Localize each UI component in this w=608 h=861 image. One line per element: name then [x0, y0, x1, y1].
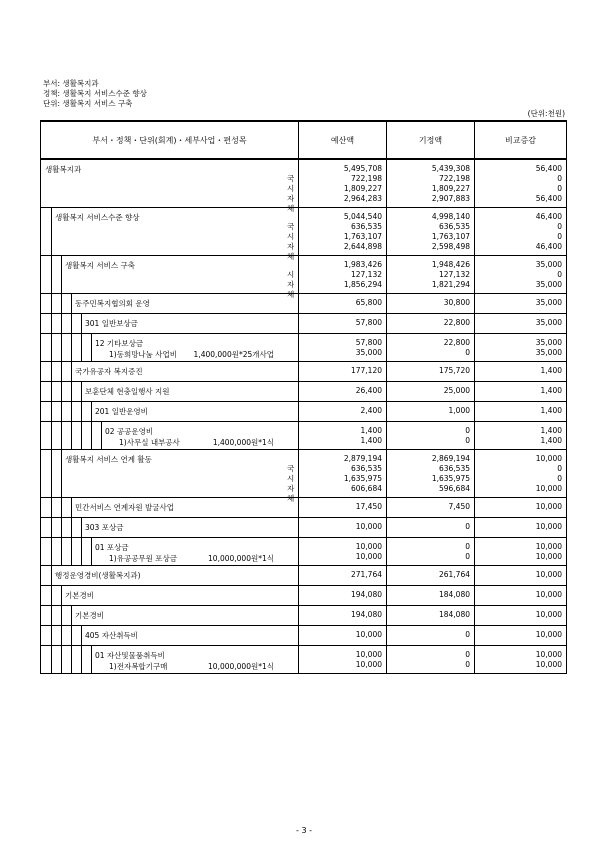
budget-value: 2,400	[360, 406, 382, 415]
diff-value: 35,000	[535, 298, 562, 307]
budget-value: 2,879,194	[343, 454, 382, 463]
funding-source-label: 자체	[287, 280, 295, 299]
diff-value: 1,400	[540, 386, 562, 395]
budget-cell	[299, 646, 387, 674]
row-name: 301 일반보상금	[85, 319, 138, 328]
row-name: 303 포상금	[85, 523, 124, 532]
existing-value: 0	[465, 660, 470, 669]
row-name: 기본경비	[75, 611, 104, 620]
diff-cell	[475, 382, 567, 402]
subject-cell	[41, 208, 299, 261]
budget-cell	[299, 208, 387, 256]
budget-cell	[299, 566, 387, 586]
existing-value: 184,080	[438, 610, 470, 619]
table-row	[41, 586, 567, 606]
budget-cell	[299, 402, 387, 422]
budget-value: 636,535	[350, 464, 382, 473]
budget-cell	[299, 334, 387, 362]
existing-value: 0	[465, 426, 470, 435]
diff-cell	[475, 208, 567, 256]
diff-value: 10,000	[535, 630, 562, 639]
row-name: 생활복지 서비스수준 향상	[55, 213, 140, 222]
subject-cell	[41, 498, 299, 518]
budget-cell	[299, 498, 387, 518]
subject-cell	[41, 538, 299, 566]
diff-value: 56,400	[535, 164, 562, 173]
budget-cell	[299, 606, 387, 626]
existing-value: 2,869,194	[431, 454, 470, 463]
table-row	[41, 334, 567, 362]
existing-column-header: 기정액	[387, 121, 475, 159]
diff-column-header: 비교증감	[475, 121, 567, 159]
budget-table	[40, 120, 567, 674]
budget-cell	[299, 314, 387, 334]
diff-value: 10,000	[535, 610, 562, 619]
table-row	[41, 538, 567, 566]
row-name: 02 공공운영비	[105, 427, 154, 436]
row-name: 405 자산취득비	[85, 631, 138, 640]
detail-item-calc: 1,400,000원*1식	[212, 438, 274, 447]
diff-value: 1,400	[540, 436, 562, 445]
diff-value: 10,000	[535, 502, 562, 511]
budget-value: 606,684	[350, 484, 382, 493]
budget-value: 26,400	[355, 386, 382, 395]
diff-value: 10,000	[535, 552, 562, 561]
budget-value: 17,450	[355, 502, 382, 511]
diff-value: 56,400	[535, 194, 562, 203]
existing-cell	[387, 159, 475, 208]
detail-item-name: 1)전자복합기구매	[109, 662, 168, 671]
table-header-row	[41, 121, 567, 159]
subject-cell	[41, 382, 299, 402]
table-body	[41, 159, 567, 674]
existing-value: 1,763,107	[431, 232, 470, 241]
budget-value: 722,198	[350, 174, 382, 183]
existing-cell	[387, 294, 475, 314]
existing-value: 0	[465, 552, 470, 561]
subject-cell	[41, 646, 299, 674]
existing-value: 1,000	[448, 406, 470, 415]
row-name: 보훈단체 현충일행사 지원	[85, 387, 170, 396]
existing-value: 1,809,227	[431, 184, 470, 193]
diff-value: 10,000	[535, 590, 562, 599]
row-name: 201 일반운영비	[95, 407, 148, 416]
funding-source-label: 자체	[287, 484, 295, 503]
table-row	[41, 646, 567, 674]
existing-value: 636,535	[438, 464, 470, 473]
existing-value: 0	[465, 630, 470, 639]
budget-value: 10,000	[355, 650, 382, 659]
funding-source-label: 국	[287, 174, 295, 183]
funding-source-label: 자체	[287, 194, 295, 213]
budget-value: 636,535	[350, 222, 382, 231]
budget-value: 1,983,426	[343, 260, 382, 269]
existing-value: 2,907,883	[431, 194, 470, 203]
budget-cell	[299, 362, 387, 382]
existing-value: 596,684	[438, 484, 470, 493]
existing-value: 1,948,426	[431, 260, 470, 269]
diff-cell	[475, 294, 567, 314]
existing-cell	[387, 518, 475, 538]
budget-value: 1,809,227	[343, 184, 382, 193]
diff-value: 1,400	[540, 406, 562, 415]
diff-value: 1,400	[540, 366, 562, 375]
table-row	[41, 450, 567, 498]
funding-source-label: 국	[287, 464, 295, 473]
existing-value: 0	[465, 542, 470, 551]
existing-value: 22,800	[443, 318, 470, 327]
table-row	[41, 606, 567, 626]
table-row	[41, 208, 567, 256]
diff-cell	[475, 518, 567, 538]
existing-cell	[387, 382, 475, 402]
unit-business-label: 단위: 생활복지 서비스 구축	[43, 99, 133, 108]
diff-value: 0	[557, 474, 562, 483]
existing-value: 5,439,308	[431, 164, 470, 173]
existing-value: 1,635,975	[431, 474, 470, 483]
budget-value: 194,080	[350, 610, 382, 619]
budget-cell	[299, 450, 387, 498]
detail-item-calc: 10,000,000원*1식	[208, 662, 274, 671]
diff-value: 0	[557, 174, 562, 183]
subject-cell	[41, 566, 299, 586]
diff-value: 35,000	[535, 280, 562, 289]
budget-value: 65,800	[355, 298, 382, 307]
row-name: 행정운영경비(생활복지과)	[55, 571, 141, 580]
existing-cell	[387, 626, 475, 646]
diff-value: 10,000	[535, 650, 562, 659]
existing-cell	[387, 646, 475, 674]
budget-value: 1,856,294	[343, 280, 382, 289]
diff-value: 0	[557, 184, 562, 193]
diff-cell	[475, 606, 567, 626]
existing-cell	[387, 208, 475, 256]
budget-value: 5,495,708	[343, 164, 382, 173]
diff-value: 10,000	[535, 484, 562, 493]
diff-cell	[475, 538, 567, 566]
diff-value: 0	[557, 222, 562, 231]
table-row	[41, 626, 567, 646]
diff-cell	[475, 422, 567, 450]
currency-unit-label: (단위:천원)	[527, 109, 565, 118]
diff-value: 0	[557, 270, 562, 279]
diff-cell	[475, 256, 567, 294]
existing-value: 261,764	[438, 570, 470, 579]
budget-value: 1,400	[360, 426, 382, 435]
budget-value: 10,000	[355, 542, 382, 551]
existing-cell	[387, 566, 475, 586]
diff-cell	[475, 586, 567, 606]
budget-value: 1,400	[360, 436, 382, 445]
row-name: 동주민복지협의회 운영	[75, 299, 150, 308]
existing-value: 0	[465, 436, 470, 445]
budget-value: 177,120	[350, 366, 382, 375]
existing-cell	[387, 362, 475, 382]
diff-value: 0	[557, 232, 562, 241]
funding-source-label: 시	[287, 474, 295, 483]
subject-column-header: 부서・정책・단위(회계)・세부사업・편성목	[41, 121, 299, 159]
budget-value: 10,000	[355, 552, 382, 561]
subject-cell	[41, 626, 299, 646]
existing-cell	[387, 334, 475, 362]
diff-value: 46,400	[535, 212, 562, 221]
diff-value: 10,000	[535, 660, 562, 669]
diff-cell	[475, 566, 567, 586]
diff-cell	[475, 498, 567, 518]
table-row	[41, 159, 567, 208]
diff-cell	[475, 402, 567, 422]
budget-cell	[299, 626, 387, 646]
row-name: 01 자산및물품취득비	[95, 651, 165, 660]
detail-item-name: 1)사무실 내부공사	[119, 438, 180, 447]
diff-cell	[475, 450, 567, 498]
budget-value: 5,044,540	[343, 212, 382, 221]
detail-item-name: 1)유공공무원 포상금	[109, 554, 178, 563]
row-name: 기본경비	[65, 591, 94, 600]
diff-value: 10,000	[535, 542, 562, 551]
funding-source-label: 국	[287, 222, 295, 231]
diff-cell	[475, 646, 567, 674]
budget-value: 57,800	[355, 338, 382, 347]
row-name: 생활복지 서비스 연계 활동	[65, 455, 152, 464]
diff-value: 10,000	[535, 570, 562, 579]
existing-value: 184,080	[438, 590, 470, 599]
budget-value: 57,800	[355, 318, 382, 327]
row-name: 국가유공자 복지증진	[75, 367, 143, 376]
row-name: 생활복지 서비스 구축	[65, 261, 135, 270]
subject-cell	[41, 362, 299, 382]
existing-value: 0	[465, 522, 470, 531]
existing-value: 636,535	[438, 222, 470, 231]
existing-value: 0	[465, 650, 470, 659]
row-name: 12 기타보상금	[95, 339, 144, 348]
existing-cell	[387, 538, 475, 566]
subject-cell	[41, 606, 299, 626]
existing-value: 30,800	[443, 298, 470, 307]
diff-cell	[475, 626, 567, 646]
existing-value: 22,800	[443, 338, 470, 347]
row-name: 01 포상금	[95, 543, 129, 552]
table-row	[41, 566, 567, 586]
subject-cell	[41, 586, 299, 606]
existing-cell	[387, 606, 475, 626]
existing-value: 127,132	[438, 270, 470, 279]
subject-cell	[41, 256, 299, 299]
budget-value: 2,644,898	[343, 242, 382, 251]
subject-cell	[41, 518, 299, 538]
row-name: 민간서비스 연계자원 발굴사업	[75, 503, 174, 512]
funding-source-label: 자체	[287, 242, 295, 261]
budget-value: 2,964,283	[343, 194, 382, 203]
table-row	[41, 498, 567, 518]
table-row	[41, 422, 567, 450]
budget-value: 1,635,975	[343, 474, 382, 483]
budget-value: 10,000	[355, 630, 382, 639]
table-row	[41, 294, 567, 314]
existing-cell	[387, 314, 475, 334]
subject-cell	[41, 402, 299, 422]
diff-value: 35,000	[535, 338, 562, 347]
existing-cell	[387, 586, 475, 606]
subject-cell	[41, 159, 299, 213]
dept-label: 부서: 생활복지과	[43, 79, 99, 88]
budget-value: 127,132	[350, 270, 382, 279]
budget-cell	[299, 586, 387, 606]
budget-value: 35,000	[355, 348, 382, 357]
diff-value: 35,000	[535, 348, 562, 357]
subject-cell	[41, 450, 299, 503]
detail-item-calc: 1,400,000원*25개사업	[193, 350, 274, 359]
subject-cell	[41, 314, 299, 334]
existing-value: 2,598,498	[431, 242, 470, 251]
existing-cell	[387, 422, 475, 450]
existing-value: 7,450	[448, 502, 470, 511]
budget-value: 10,000	[355, 660, 382, 669]
budget-cell	[299, 518, 387, 538]
funding-source-label: 시	[287, 232, 295, 241]
existing-cell	[387, 450, 475, 498]
diff-value: 10,000	[535, 454, 562, 463]
diff-value: 35,000	[535, 260, 562, 269]
row-name: 생활복지과	[45, 165, 82, 174]
diff-value: 10,000	[535, 522, 562, 531]
table-row	[41, 382, 567, 402]
budget-cell	[299, 256, 387, 294]
diff-cell	[475, 314, 567, 334]
budget-cell	[299, 382, 387, 402]
page-number: - 3 -	[296, 826, 312, 835]
funding-source-label: 시	[287, 270, 295, 279]
budget-value: 194,080	[350, 590, 382, 599]
budget-cell	[299, 422, 387, 450]
detail-item-calc: 10,000,000원*1식	[208, 554, 274, 563]
existing-value: 0	[465, 348, 470, 357]
diff-value: 0	[557, 464, 562, 473]
diff-cell	[475, 334, 567, 362]
existing-cell	[387, 402, 475, 422]
detail-item-name: 1)동희망나눔 사업비	[109, 350, 178, 359]
existing-cell	[387, 498, 475, 518]
diff-cell	[475, 362, 567, 382]
existing-value: 175,720	[438, 366, 470, 375]
funding-source-label: 시	[287, 184, 295, 193]
table-row	[41, 402, 567, 422]
subject-cell	[41, 294, 299, 314]
budget-value: 271,764	[350, 570, 382, 579]
existing-value: 1,821,294	[431, 280, 470, 289]
diff-value: 46,400	[535, 242, 562, 251]
budget-column-header: 예산액	[299, 121, 387, 159]
table-row	[41, 314, 567, 334]
subject-cell	[41, 334, 299, 362]
diff-value: 35,000	[535, 318, 562, 327]
table-row	[41, 256, 567, 294]
budget-cell	[299, 159, 387, 208]
budget-cell	[299, 294, 387, 314]
existing-cell	[387, 256, 475, 294]
diff-value: 1,400	[540, 426, 562, 435]
budget-value: 10,000	[355, 522, 382, 531]
diff-cell	[475, 159, 567, 208]
subject-cell	[41, 422, 299, 450]
budget-value: 1,763,107	[343, 232, 382, 241]
existing-value: 722,198	[438, 174, 470, 183]
budget-cell	[299, 538, 387, 566]
table-row	[41, 362, 567, 382]
table-row	[41, 518, 567, 538]
existing-value: 25,000	[443, 386, 470, 395]
existing-value: 4,998,140	[431, 212, 470, 221]
policy-label: 정책: 생활복지 서비스수준 향상	[43, 89, 147, 98]
